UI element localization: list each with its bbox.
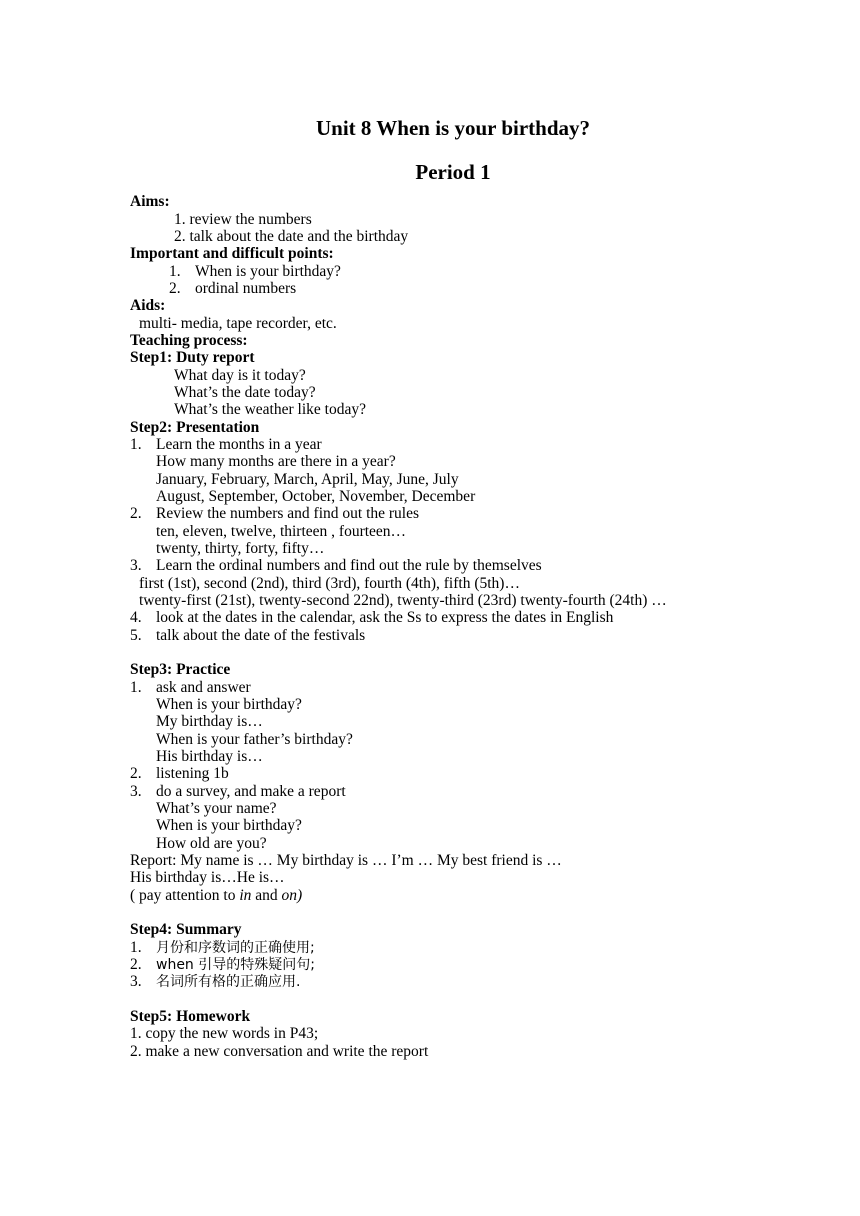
step4-item: 月份和序数词的正确使用; <box>156 940 315 956</box>
step1-line: What’s the weather like today? <box>174 401 366 418</box>
points-item: When is your birthday? <box>195 263 341 280</box>
step3-line: When is your birthday? <box>156 817 302 834</box>
list-number: 4. <box>130 609 142 626</box>
step4-item: when 引导的特殊疑问句; <box>156 957 315 973</box>
step4-item: 名词所有格的正确应用. <box>156 974 301 990</box>
list-number: 1. <box>130 436 142 453</box>
step3-item: listening 1b <box>156 765 229 782</box>
list-number: 3. <box>130 973 142 990</box>
report-line: His birthday is…He is… <box>130 869 285 886</box>
step5-item: 2. make a new conversation and write the report <box>130 1043 429 1060</box>
list-number: 2. <box>130 505 142 522</box>
step2-line: January, February, March, April, May, June, July <box>156 471 459 488</box>
step2-line: twenty, thirty, forty, fifty… <box>156 540 325 557</box>
points-heading: Important and difficult points: <box>130 245 334 262</box>
step5-heading: Step5: Homework <box>130 1008 251 1025</box>
step3-item: ask and answer <box>156 679 251 696</box>
step3-line: How old are you? <box>156 835 267 852</box>
step2-line: first (1st), second (2nd), third (3rd), fourth (4th), fifth (5th)… <box>139 575 520 592</box>
attention-note <box>130 887 302 905</box>
step2-item: Learn the months in a year <box>156 436 322 453</box>
step3-item: do a survey, and make a report <box>156 783 346 800</box>
list-number: 3. <box>130 557 142 574</box>
list-number: 1. <box>130 679 142 696</box>
document-title: Unit 8 When is your birthday? <box>315 116 591 140</box>
step2-item: look at the dates in the calendar, ask the Ss to express the dates in English <box>156 609 614 626</box>
step2-heading: Step2: Presentation <box>130 419 260 436</box>
list-number: 2. <box>130 765 142 782</box>
period-title: Period 1 <box>415 160 491 184</box>
step5-item: 1. copy the new words in P43; <box>130 1025 319 1042</box>
step2-line: ten, eleven, twelve, thirteen , fourteen… <box>156 523 407 540</box>
step2-item: Learn the ordinal numbers and find out the rule by themselves <box>156 557 542 574</box>
step2-line: twenty-first (21st), twenty-second 22nd), twenty-third (23rd) twenty-fourth (24th) … <box>139 592 667 609</box>
list-number: 5. <box>130 627 142 644</box>
step2-item: Review the numbers and find out the rules <box>156 505 420 522</box>
aids-text: multi- media, tape recorder, etc. <box>139 315 337 332</box>
step2-line: How many months are there in a year? <box>156 453 396 470</box>
step1-line: What’s the date today? <box>174 384 316 401</box>
aims-item: 2. talk about the date and the birthday <box>174 228 409 245</box>
note-word-on: on) <box>281 887 303 904</box>
list-number: 2. <box>169 280 181 297</box>
step3-line: My birthday is… <box>156 713 263 730</box>
note-text: and <box>251 887 282 904</box>
points-item: ordinal numbers <box>195 280 297 297</box>
aims-heading: Aims: <box>130 193 170 210</box>
list-number: 1. <box>130 939 142 956</box>
step4-heading: Step4: Summary <box>130 921 242 938</box>
aids-heading: Aids: <box>130 297 166 314</box>
step1-line: What day is it today? <box>174 367 306 384</box>
step2-item: talk about the date of the festivals <box>156 627 366 644</box>
process-heading: Teaching process: <box>130 332 248 349</box>
step3-line: When is your birthday? <box>156 696 302 713</box>
step3-line: His birthday is… <box>156 748 263 765</box>
note-word-in: in <box>239 887 252 904</box>
aims-item: 1. review the numbers <box>174 211 312 228</box>
report-line: Report: My name is … My birthday is … I’m … My best friend is … <box>130 852 562 869</box>
list-number: 3. <box>130 783 142 800</box>
list-number: 2. <box>130 956 142 973</box>
step2-line: August, September, October, November, December <box>156 488 476 505</box>
step1-heading: Step1: Duty report <box>130 349 255 366</box>
list-number: 1. <box>169 263 181 280</box>
step3-heading: Step3: Practice <box>130 661 231 678</box>
step3-line: When is your father’s birthday? <box>156 731 353 748</box>
step3-line: What’s your name? <box>156 800 277 817</box>
note-text: ( pay attention to <box>130 887 240 904</box>
